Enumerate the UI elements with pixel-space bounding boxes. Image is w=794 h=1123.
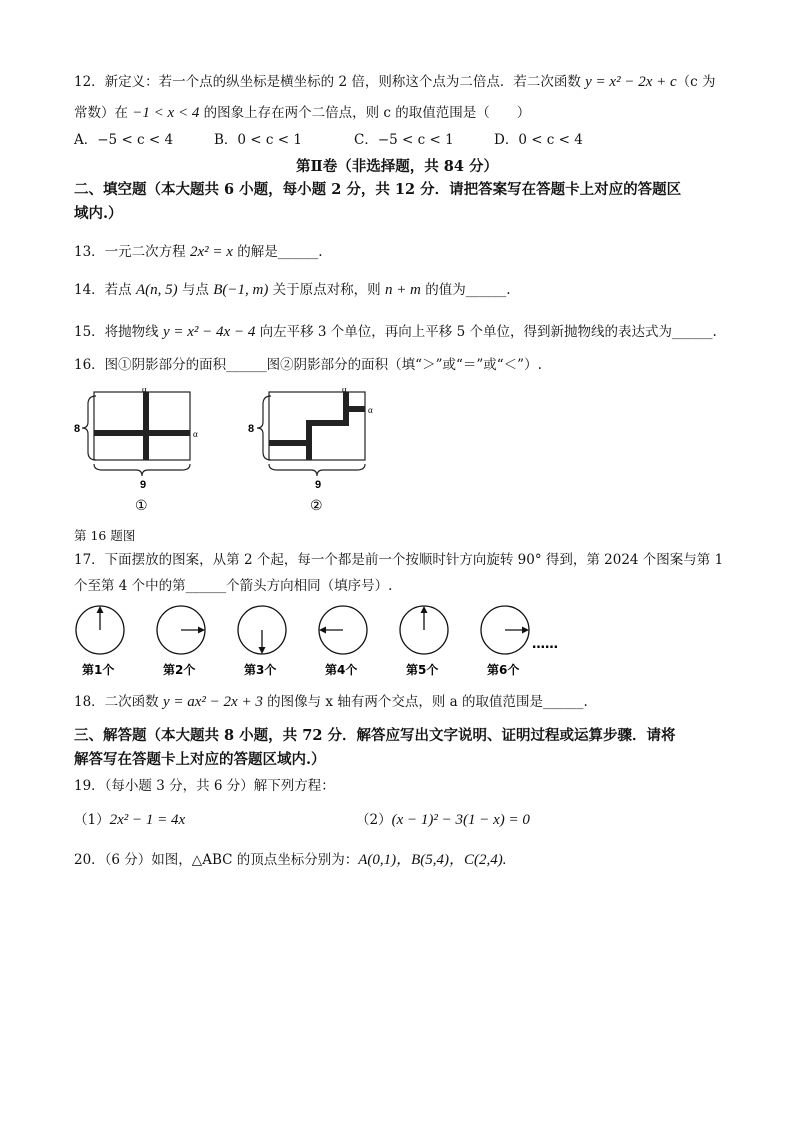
- fig1-number: ①: [135, 498, 148, 514]
- q12-option-c: C．−5 < c < 1: [354, 132, 454, 148]
- section3-heading-line2: 解答写在答题卡上对应的答题区域内.）: [74, 751, 326, 768]
- q17-line2: 个至第 4 个中的第______个箭头方向相同（填序号）.: [74, 578, 393, 594]
- q17-line1: 17．下面摆放的图案，从第 2 个起，每一个都是前一个按顺时针方向旋转 90° 得到，第 2024 个图案与第 1: [74, 552, 724, 568]
- fig2-label-9: 9: [315, 479, 322, 491]
- fig2-bottom-brace: [269, 464, 365, 476]
- fig2-label-a-top: α: [342, 388, 347, 394]
- q16-caption: 第 16 题图: [74, 528, 136, 543]
- q19-part1-equation: 2x² − 1 = 4x: [109, 812, 186, 828]
- fig2-label-a-right: α: [368, 405, 373, 415]
- arrow-label-2: 第2个: [163, 663, 196, 677]
- q12-option-b: B．0 < c < 1: [214, 132, 302, 148]
- section3-heading-line1: 三、解答题（本大题共 8 小题，共 72 分．解答应写出文字说明、证明过程或运算步骤．请将: [74, 727, 676, 744]
- fig1-label-a-top: α: [142, 388, 147, 394]
- q12-option-d: D．0 < c < 4: [494, 132, 583, 148]
- fig2-step-5: [343, 406, 365, 412]
- q19-title: 19．（每小题 3 分，共 6 分）解下列方程：: [74, 778, 335, 794]
- fig1-rectangle: [94, 392, 190, 460]
- fig1-horizontal-strip: [94, 430, 190, 436]
- arrow-circle-1: [76, 606, 124, 677]
- part2-title: 第Ⅱ卷（非选择题，共 84 分）: [296, 158, 498, 175]
- q12-option-a: A．−5 < c < 4: [74, 132, 174, 148]
- fig1-label-a-right: α: [193, 429, 198, 439]
- q16-figures: [74, 388, 394, 518]
- q15: 15．将抛物线 y = x² − 4x − 4 向左平移 3 个单位，再向上平移 5 个单位，得到新抛物线的表达式为______.: [74, 324, 717, 340]
- arrow-ellipsis: ……: [532, 637, 558, 652]
- section2-heading-line1: 二、填空题（本大题共 6 小题，每小题 2 分，共 12 分．请把答案写在答题卡上对应的答题区: [74, 181, 682, 198]
- q19-parts: （1）2x² − 1 = 4x: [74, 812, 186, 828]
- figure-2: [248, 388, 373, 514]
- figure-1: [74, 388, 198, 514]
- fig2-number: ②: [310, 498, 323, 514]
- arrow-label-5: 第5个: [406, 663, 439, 677]
- q18: 18．二次函数 y = ax² − 2x + 3 的图像与 x 轴有两个交点，则 a 的取值范围是______.: [74, 694, 588, 710]
- arrow-circle-3: [238, 606, 286, 677]
- section2-heading-line2: 域内.）: [74, 205, 123, 222]
- arrow-circle-2: [157, 606, 205, 677]
- fig1-label-9: 9: [140, 479, 147, 491]
- q12-line2: 常数）在 −1 < x < 4 的图象上存在两个二倍点，则 c 的取值范围是（ ）: [74, 105, 531, 121]
- q19-part2: （2）(x − 1)² − 3(1 − x) = 0: [356, 812, 530, 828]
- q13: 13．一元二次方程 2x² = x 的解是______.: [74, 244, 323, 260]
- q14: 14．若点 A(n, 5) 与点 B(−1, m) 关于原点对称，则 n + m 的值为______.: [74, 282, 511, 298]
- arrow-label-1: 第1个: [82, 663, 115, 677]
- q17-arrow-figures: [70, 602, 560, 680]
- arrow-circle-5: [400, 606, 448, 677]
- fig1-bottom-brace: [94, 464, 190, 476]
- fig2-step-3: [306, 420, 346, 426]
- q12-options: [74, 130, 583, 150]
- fig2-label-8: 8: [248, 423, 255, 435]
- q20: 20．（6 分）如图，△ABC 的顶点坐标分别为：A(0,1)，B(5,4)，C(2,4).: [74, 852, 507, 868]
- arrow-label-6: 第6个: [487, 663, 520, 677]
- arrow-label-3: 第3个: [244, 663, 277, 677]
- q19-part2-equation: (x − 1)² − 3(1 − x) = 0: [391, 812, 530, 828]
- arrow-label-4: 第4个: [325, 663, 358, 677]
- arrow-circle-6: [481, 606, 529, 677]
- fig1-vertical-strip: [143, 392, 149, 460]
- fig1-label-8: 8: [74, 423, 81, 435]
- q12-line1: 12．新定义：若一个点的纵坐标是横坐标的 2 倍，则称这个点为二倍点．若二次函数 y = x² − 2x + c（c 为: [74, 74, 716, 90]
- q16-text: 16．图①阴影部分的面积______图②阴影部分的面积（填“＞”或“＝”或“＜”）.: [74, 357, 542, 373]
- arrow-circle-4: [319, 606, 367, 677]
- fig2-step-1: [269, 440, 309, 446]
